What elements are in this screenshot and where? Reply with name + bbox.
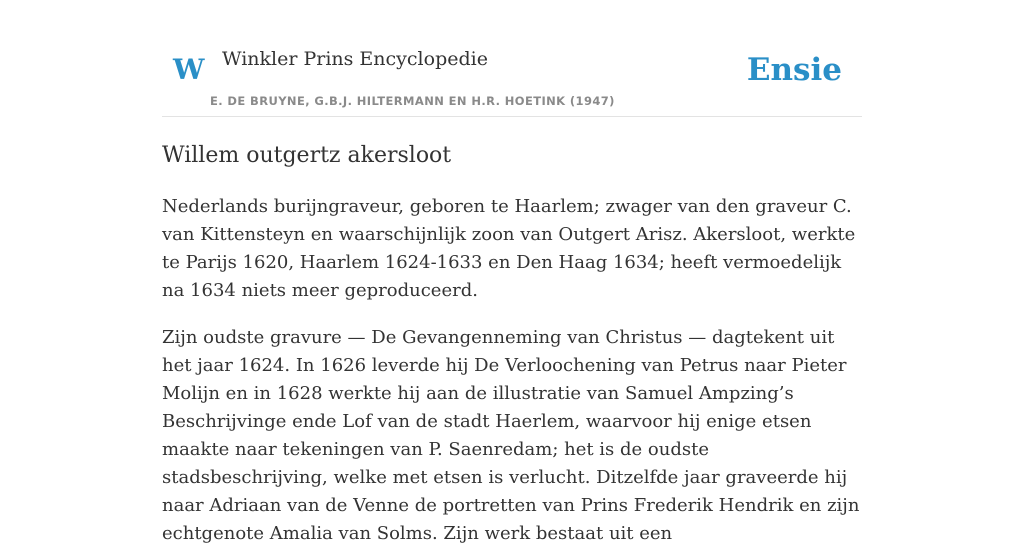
- article-paragraph: Nederlands burijngraveur, geboren te Haarlem; zwager van den graveur C. van Kittensteyn en waarschijnlijk zoon van Outgert Arisz. Akersloot, werkte te Parijs 1620, Haarlem 1624-1633 en Den Haag 1634; heeft vermoedelijk na 1634 niets meer geproduceerd.: [162, 196, 856, 301]
- article-paragraph: Zijn oudste gravure — De Gevangenneming van Christus — dagtekent uit het jaar 1624. In 1626 leverde hij De Verloochening van Petrus naar Pieter Molijn en in 1628 werkte hij aan de illustratie van Samuel Ampzing’s Beschrijvinge ende Lof van de stadt Haerlem, waarvoor hij enige etsen maakte naar tekeningen van P. Saenredam; het is de oudste stadsbeschrijving, welke met etsen is verlucht. Ditzelfde jaar graveerde hij naar Adriaan van de Venne de portretten van Prins Frederik Hendrik en zijn echtgenote Amalia van Solms. Zijn werk bestaat uit een: [162, 327, 860, 544]
- source-logo-icon[interactable]: W: [173, 53, 205, 86]
- page-container: [162, 0, 862, 548]
- source-title-link[interactable]: Winkler Prins Encyclopedie: [222, 48, 488, 70]
- article-body: [162, 193, 862, 548]
- ensie-logo-link[interactable]: Ensie: [746, 52, 842, 88]
- article-title: Willem outgertz akersloot: [162, 143, 452, 168]
- source-authors: E. DE BRUYNE, G.B.J. HILTERMANN EN H.R. HOETINK (1947): [210, 94, 615, 108]
- source-header: [162, 0, 862, 117]
